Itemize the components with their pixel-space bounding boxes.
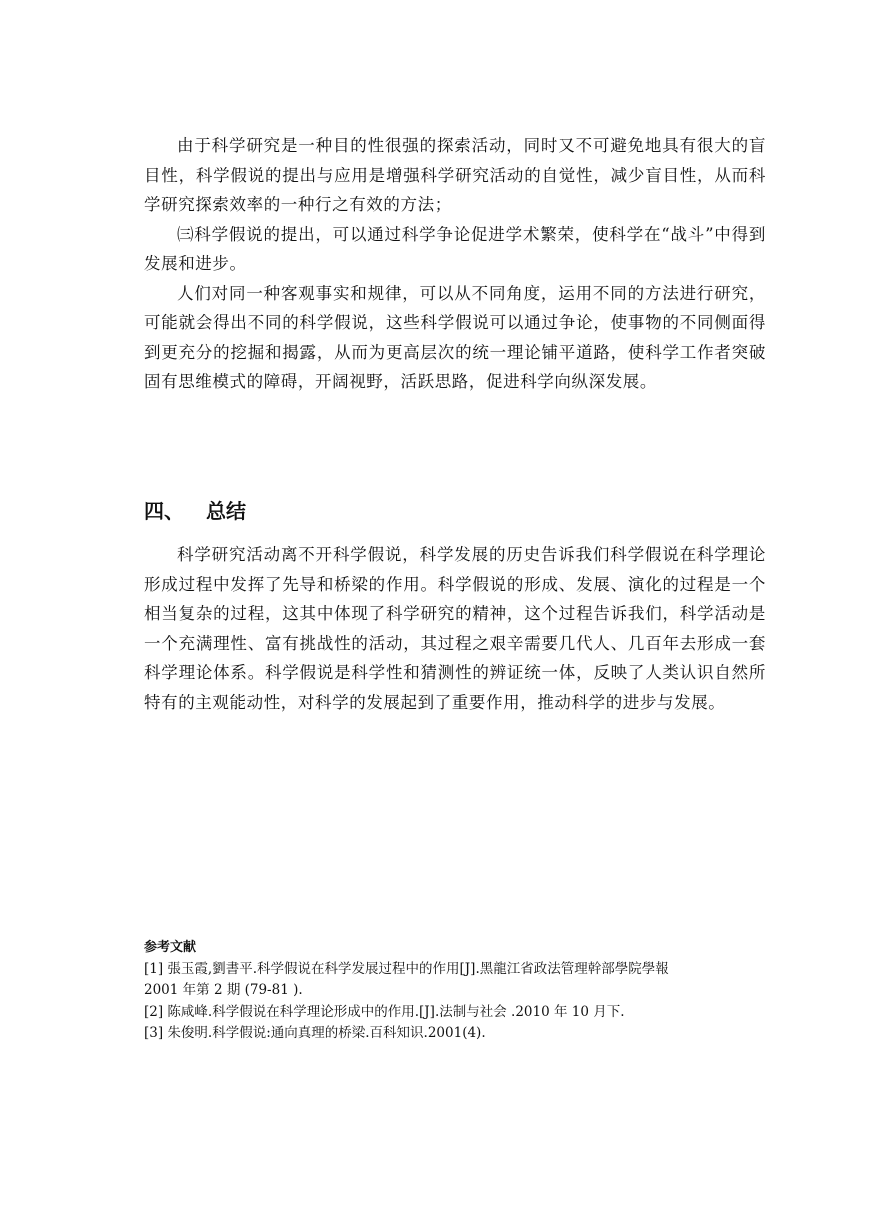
paragraph-blindness: 由于科学研究是一种目的性很强的探索活动，同时又不可避免地具有很大的盲目性，科学假说的提出与应用是增强科学研究活动的自觉性，减少盲目性，从而科学研究探索效率的一种行之有效的方法； [144,136,766,214]
section-title: 总结 [206,499,246,523]
paragraph-different-angles: 人们对同一种客观事实和规律，可以从不同角度，运用不同的方法进行研究，可能就会得出不同的科学假说，这些科学假说可以通过争论，使事物的不同侧面得到更充分的挖掘和揭露，从而为更高层次的统一理论铺平道路，使科学工作者突破固有思维模式的障碍，开阔视野，活跃思路，促进科学向纵深发展。 [144,283,766,391]
reference-item: 2001 年第 2 期 (79-81 ). [144,982,303,998]
section-heading [144,496,246,526]
reference-item: [2] 陈咸峰.科学假说在科学理论形成中的作用.[J].法制与社会 .2010 年 10 月下. [144,1003,625,1020]
body-text-summary [144,540,766,717]
paragraph-debate-point: ㈢科学假说的提出，可以通过科学争论促进学术繁荣，使科学在“战斗”中得到发展和进步。 [144,224,766,273]
reference-item: [3] 朱俊明.科学假说:通向真理的桥梁.百科知识.2001(4). [144,1025,486,1041]
body-text-top [144,131,766,397]
references [144,937,784,1045]
paragraph-summary: 科学研究活动离不开科学假说，科学发展的历史告诉我们科学假说在科学理论形成过程中发挥了先导和桥梁的作用。科学假说的形成、发展、演化的过程是一个相当复杂的过程，这其中体现了科学研究的精神，这个过程告诉我们，科学活动是一个充满理性、富有挑战性的活动，其过程之艰辛需要几代人、几百年去形成一套科学理论体系。科学假说是科学性和猜测性的辨证统一体，反映了人类认识自然所特有的主观能动性，对科学的发展起到了重要作用，推动科学的进步与发展。 [144,545,766,712]
reference-item: [1] 張玉霞,劉書平.科学假说在科学发展过程中的作用[J].黑龍江省政法管理幹部學院學報 [144,960,669,977]
references-title: 参考文献 [144,940,197,955]
section-number: 四、 [144,499,184,523]
